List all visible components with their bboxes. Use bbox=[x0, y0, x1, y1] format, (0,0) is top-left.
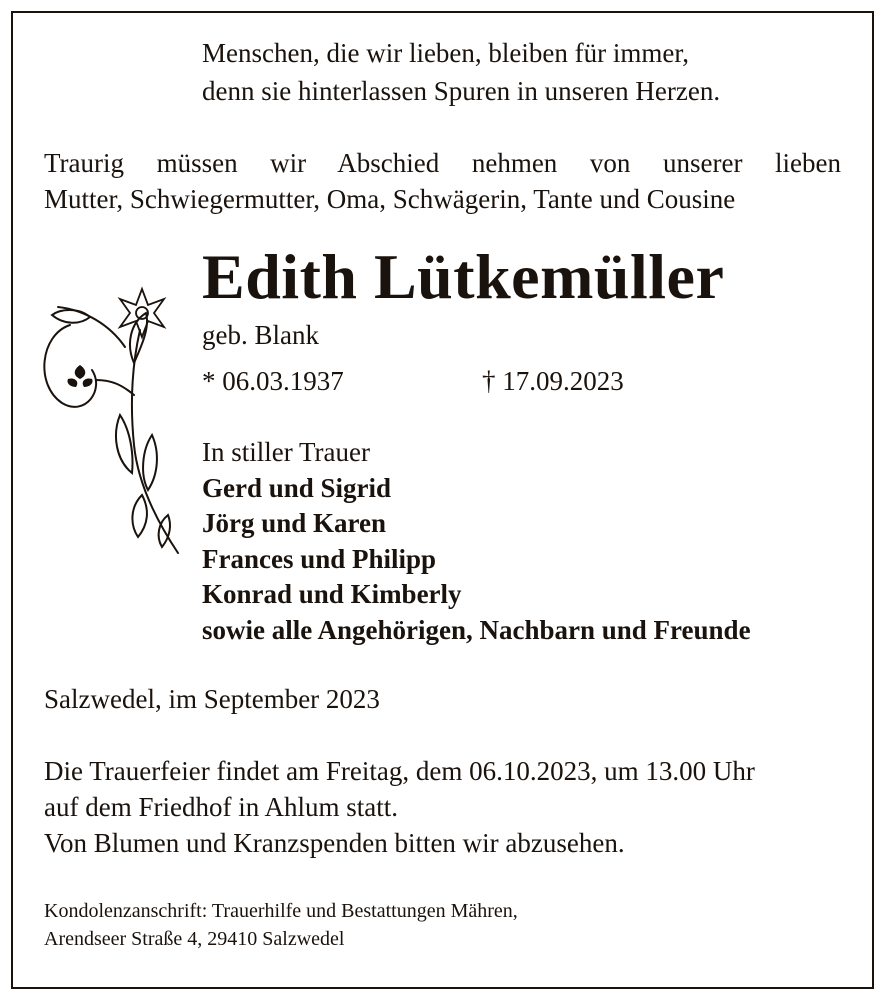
mourner-name: Jörg und Karen bbox=[202, 508, 387, 538]
mourners-others: sowie alle Angehörigen, Nachbarn und Freunde bbox=[202, 615, 751, 645]
place-date: Salzwedel, im September 2023 bbox=[44, 684, 380, 714]
service-line-1: Die Trauerfeier findet am Freitag, dem 06.10.2023, um 13.00 Uhr bbox=[44, 756, 755, 786]
condolence-line-2: Arendseer Straße 4, 29410 Salzwedel bbox=[44, 928, 345, 950]
intro-line-2: Mutter, Schwiegermutter, Oma, Schwägerin, Tante und Cousine bbox=[44, 184, 736, 214]
maiden-name: geb. Blank bbox=[202, 320, 319, 350]
motto-line-2: denn sie hinterlassen Spuren in unseren Herzen. bbox=[202, 76, 721, 106]
service-line-3: Von Blumen und Kranzspenden bitten wir abzusehen. bbox=[44, 828, 625, 858]
mourner-name: Gerd und Sigrid bbox=[202, 473, 392, 503]
birth-date: * 06.03.1937 bbox=[202, 366, 344, 396]
deceased-name: Edith Lütkemüller bbox=[202, 241, 725, 312]
mourner-name: Konrad und Kimberly bbox=[202, 579, 462, 609]
death-date: † 17.09.2023 bbox=[482, 366, 624, 396]
motto-line-1: Menschen, die wir lieben, bleiben für immer, bbox=[202, 38, 690, 68]
condolence-line-1: Kondolenzanschrift: Trauerhilfe und Bestattungen Mähren, bbox=[44, 900, 518, 922]
flower-icon bbox=[30, 285, 190, 560]
mourner-name: Frances und Philipp bbox=[202, 544, 437, 574]
service-line-2: auf dem Friedhof in Ahlum statt. bbox=[44, 792, 398, 822]
intro-line-1: Traurig müssen wir Abschied nehmen von unserer lieben bbox=[44, 148, 841, 178]
mourners-heading: In stiller Trauer bbox=[202, 437, 370, 467]
